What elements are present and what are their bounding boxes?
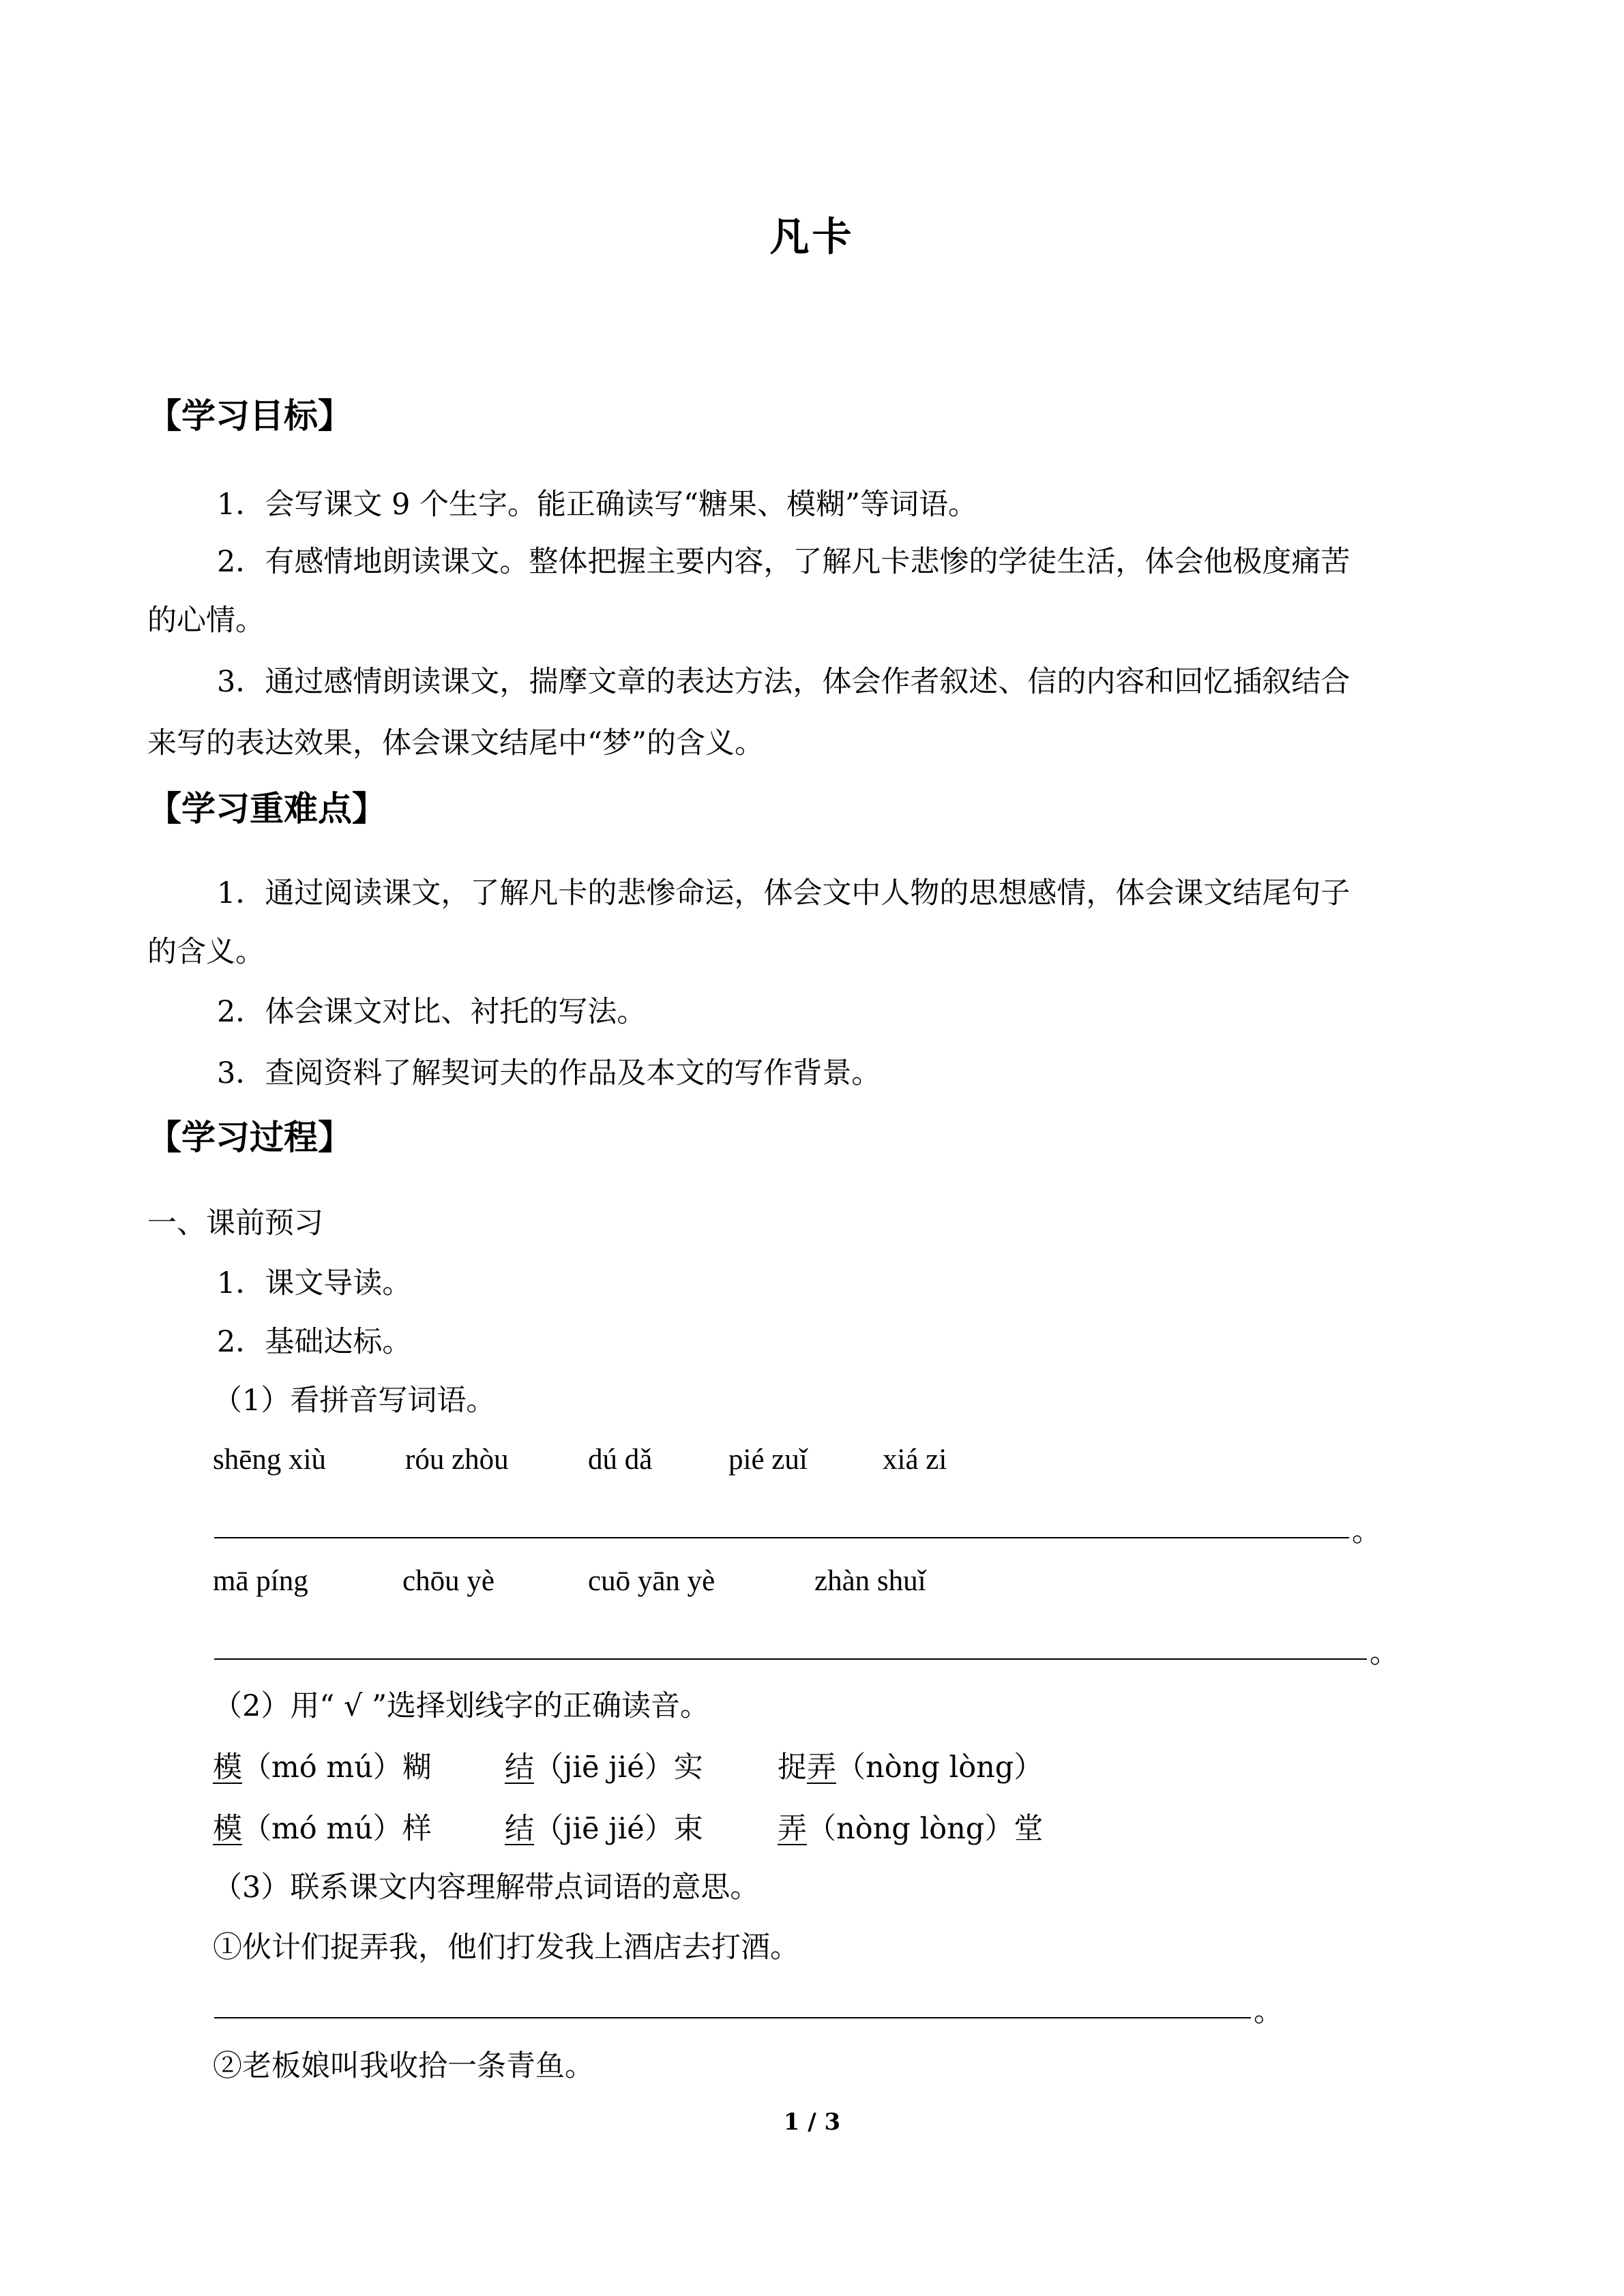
question-1: （1）看拼音写词语。 (213, 1384, 496, 1418)
word-tail: 实 (673, 1750, 703, 1785)
reading-choice-b[interactable] (505, 1806, 703, 1847)
reading-options: （jiē jié） (534, 1812, 674, 1846)
pinyin-word: róu zhòu (405, 1444, 509, 1476)
pinyin-word: shēng xiù (213, 1444, 327, 1476)
goal-3: 3．通过感情朗读课文，揣摩文章的表达方法，体会作者叙述、信的内容和回忆插叙结合 (217, 665, 1350, 699)
question-3-item-2: ②老板娘叫我收拾一条青鱼。 (213, 2049, 594, 2083)
word-tail: 糊 (402, 1750, 432, 1785)
text-guide: 1．课文导读。 (217, 1266, 412, 1300)
pinyin-word: cuō yān yè (588, 1565, 715, 1597)
underlined-char: 结 (505, 1750, 534, 1785)
underlined-char: 模 (213, 1812, 242, 1846)
pinyin-word: pié zuǐ (728, 1444, 808, 1476)
reading-options: （mó mú） (242, 1750, 402, 1785)
goal-3-cont: 来写的表达效果，体会课文结尾中“梦”的含义。 (147, 726, 764, 760)
word-tail: 堂 (1014, 1812, 1044, 1846)
reading-options: （jiē jié） (534, 1750, 674, 1785)
preview-heading: 一、课前预习 (147, 1206, 323, 1240)
word-head: 捉 (778, 1750, 807, 1785)
reading-choice-b[interactable] (505, 1744, 703, 1786)
answer-line[interactable] (214, 1537, 1349, 1538)
reading-choice-c[interactable] (778, 1744, 1043, 1786)
key-2: 2．体会课文对比、衬托的写法。 (217, 995, 647, 1029)
question-2: （2）用“ √ ”选择划线字的正确读音。 (213, 1689, 710, 1723)
word-tail: 束 (673, 1812, 703, 1846)
underlined-char: 弄 (778, 1812, 807, 1846)
reading-choice-c[interactable] (778, 1806, 1043, 1847)
goals-heading: 【学习目标】 (147, 396, 352, 436)
reading-choice-a[interactable] (213, 1744, 432, 1786)
period: 。 (1352, 1515, 1381, 1549)
question-3: （3）联系课文内容理解带点词语的意思。 (213, 1870, 760, 1905)
reading-options: （mó mú） (242, 1812, 402, 1846)
key-heading: 【学习重难点】 (147, 789, 386, 829)
goal-1: 1．会写课文 9 个生字。能正确读写“糖果、模糊”等词语。 (217, 488, 978, 522)
pinyin-word: xiá zi (883, 1444, 947, 1476)
basics: 2．基础达标。 (217, 1325, 412, 1359)
underlined-char: 弄 (807, 1750, 836, 1785)
question-3-item-1: ①伙计们捉弄我，他们打发我上酒店去打酒。 (213, 1930, 799, 1965)
pinyin-word: chōu yè (402, 1565, 494, 1597)
page-title: 凡卡 (769, 213, 855, 260)
key-1-cont: 的含义。 (147, 935, 265, 969)
goal-2-cont: 的心情。 (147, 603, 265, 638)
period: 。 (1370, 1636, 1399, 1670)
pinyin-word: zhàn shuǐ (814, 1565, 926, 1597)
word-tail: 样 (402, 1812, 432, 1846)
pinyin-word: mā píng (213, 1565, 308, 1597)
underlined-char: 模 (213, 1750, 242, 1785)
goal-2: 2．有感情地朗读课文。整体把握主要内容，了解凡卡悲惨的学徒生活，体会他极度痛苦 (217, 545, 1350, 579)
key-3: 3．查阅资料了解契诃夫的作品及本文的写作背景。 (217, 1056, 881, 1090)
reading-choice-a[interactable] (213, 1806, 432, 1847)
pinyin-word: dú dǎ (588, 1444, 653, 1476)
answer-line[interactable] (214, 1658, 1367, 1660)
key-1: 1．通过阅读课文，了解凡卡的悲惨命运，体会文中人物的思想感情，体会课文结尾句子 (217, 876, 1350, 910)
underlined-char: 结 (505, 1812, 534, 1846)
answer-line[interactable] (214, 2017, 1251, 2018)
reading-options: （nòng lòng） (807, 1812, 1014, 1846)
period: 。 (1254, 1995, 1283, 2029)
page-number: 1 / 3 (783, 2108, 841, 2136)
reading-options: （nòng lòng） (836, 1750, 1044, 1785)
process-heading: 【学习过程】 (147, 1118, 352, 1157)
